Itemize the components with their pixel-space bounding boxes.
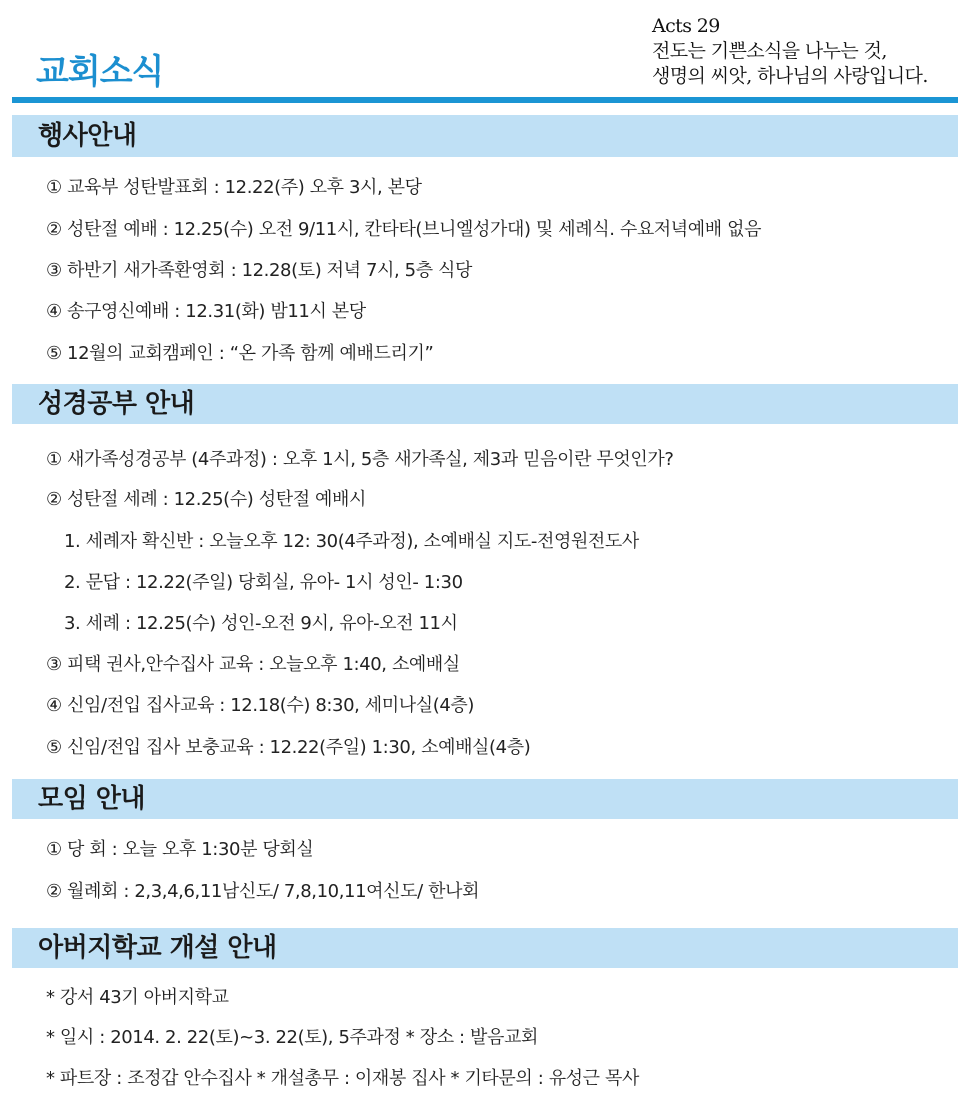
section-heading-father-school: 아버지학교 개설 안내 [12, 928, 958, 968]
list-item: 2. 문답 : 12.22(주일) 당회실, 유아- 1시 성인- 1:30 [64, 572, 463, 593]
section-heading-bible-study: 성경공부 안내 [12, 384, 958, 424]
list-item: * 강서 43기 아버지학교 [46, 987, 229, 1008]
page-title: 교회소식 [36, 52, 164, 92]
list-item: ⑤ 12월의 교회캠페인 : “온 가족 함께 예배드리기” [46, 343, 434, 364]
list-item: ② 성탄절 세례 : 12.25(수) 성탄절 예배시 [46, 489, 366, 510]
list-item: ④ 신임/전입 집사교육 : 12.18(수) 8:30, 세미나실(4층) [46, 695, 475, 716]
list-item: ③ 하반기 새가족환영회 : 12.28(토) 저녁 7시, 5층 식당 [46, 260, 472, 281]
list-item: 3. 세례 : 12.25(수) 성인-오전 9시, 유아-오전 11시 [64, 613, 458, 634]
list-item: ③ 피택 권사,안수집사 교육 : 오늘오후 1:40, 소예배실 [46, 654, 460, 675]
list-item: ② 성탄절 예배 : 12.25(수) 오전 9/11시, 칸타타(브니엘성가대) 및 세례식. 수요저녁예배 없음 [46, 219, 762, 240]
header-divider [12, 97, 958, 103]
section-heading-events: 행사안내 [12, 115, 958, 157]
list-item: * 일시 : 2014. 2. 22(토)~3. 22(토), 5주과정 * 장소 : 발음교회 [46, 1027, 538, 1048]
list-item: ① 새가족성경공부 (4주과정) : 오후 1시, 5층 새가족실, 제3과 믿음이란 무엇인가? [46, 449, 674, 470]
list-item: ④ 송구영신예배 : 12.31(화) 밤11시 본당 [46, 301, 366, 322]
list-item: ② 월례회 : 2,3,4,6,11남신도/ 7,8,10,11여신도/ 한나회 [46, 881, 480, 902]
list-item: * 파트장 : 조정갑 안수집사 * 개설총무 : 이재봉 집사 * 기타문의 : 유성근 목사 [46, 1068, 639, 1089]
list-item: ① 교육부 성탄발표회 : 12.22(주) 오후 3시, 본당 [46, 177, 422, 198]
verse-reference: Acts 29 [652, 15, 720, 37]
list-item: ① 당 회 : 오늘 오후 1:30분 당회실 [46, 839, 314, 860]
section-heading-meetings: 모임 안내 [12, 779, 958, 819]
verse-line-2: 생명의 씨앗, 하나님의 사랑입니다. [652, 65, 928, 87]
list-item: 1. 세례자 확신반 : 오늘오후 12: 30(4주과정), 소예배실 지도-전영원전도사 [64, 531, 639, 552]
verse-block [652, 14, 928, 89]
verse-line-1: 전도는 기쁜소식을 나누는 것, [652, 40, 887, 62]
list-item: ⑤ 신임/전입 집사 보충교육 : 12.22(주일) 1:30, 소예배실(4층) [46, 737, 531, 758]
